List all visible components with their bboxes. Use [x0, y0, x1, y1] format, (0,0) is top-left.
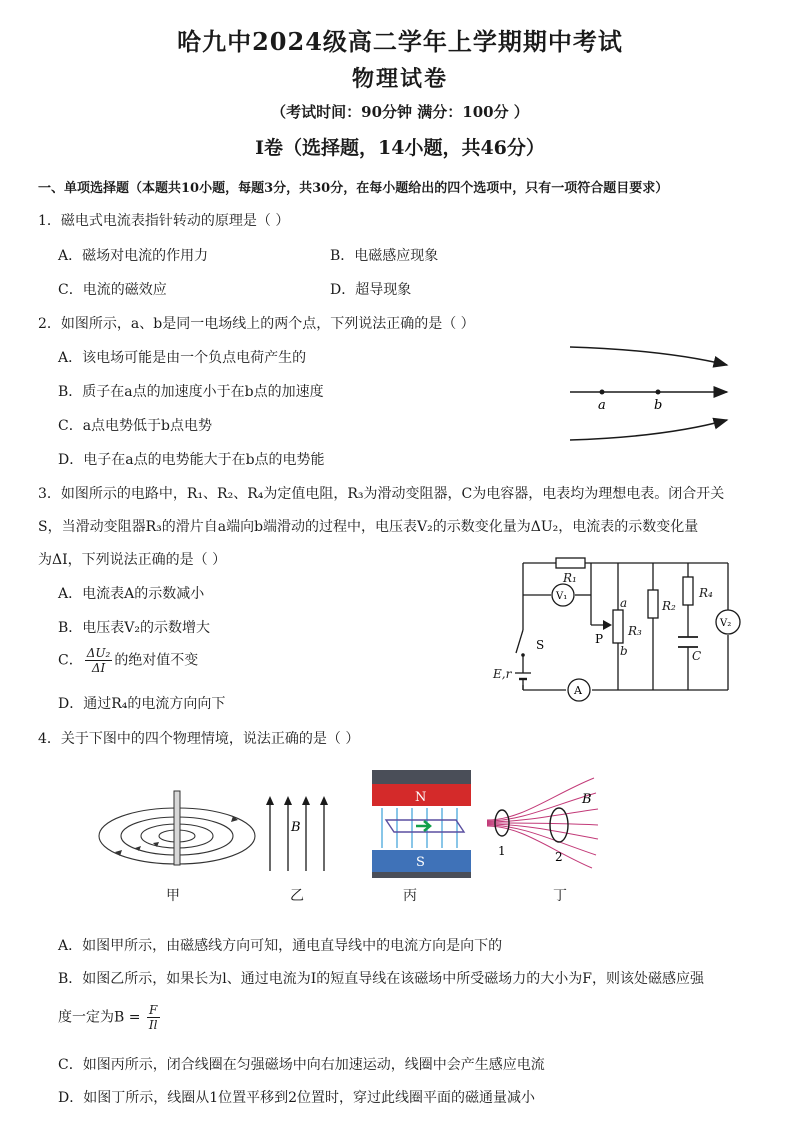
exam-info: （考试时间：90分钟 满分：100分 ） — [271, 103, 529, 121]
magnet-s-label: S — [416, 855, 425, 870]
switch-s — [516, 630, 523, 653]
magnet-top-shade — [372, 770, 471, 784]
question-2-option-b: B．质子在a点的加速度小于在b点的加速度 — [58, 384, 324, 400]
exam-title: 哈九中2024级高二学年上学期期中考试 — [177, 27, 623, 56]
option-b-formula-prefix: 度一定为B = — [58, 1009, 141, 1026]
question-1-option-b: B．电磁感应现象 — [330, 248, 439, 264]
question-4-option-d: D．如图丁所示，线圈从1位置平移到2位置时，穿过此线圈平面的磁通量减小 — [58, 1090, 536, 1106]
rheostat-r3 — [613, 610, 623, 643]
circuit-diagram — [488, 555, 763, 720]
r2-label: R₂ — [662, 599, 676, 613]
magnet-bottom-shade — [372, 872, 471, 878]
end-b-label: b — [620, 644, 628, 658]
slider-label: P — [595, 632, 604, 646]
figure-bing-magnet-coil — [364, 768, 479, 880]
delta-u-over-delta-i — [85, 646, 113, 675]
question-3-stem-line2: S，当滑动变阻器R₃的滑片自a端向b端滑动的过程中，电压表V₂的示数变化量为ΔU₂，电流表的示数变化量 — [38, 519, 699, 535]
question-4-option-b-cont — [58, 1003, 162, 1032]
point-b — [656, 390, 661, 395]
question-3-option-b: B．电压表V₂的示数增大 — [58, 620, 211, 636]
voltmeter-v2-label: V₂ — [720, 618, 732, 629]
field-d-b-label: B — [582, 792, 592, 807]
coil-1-label: 1 — [498, 844, 506, 858]
magnet-n-label: N — [415, 790, 427, 805]
question-3-option-d: D．通过R₄的电流方向向下 — [58, 696, 226, 712]
figure-jia-wire-field — [95, 788, 260, 873]
resistor-r2 — [648, 590, 658, 618]
figure-label-yi: 乙 — [290, 888, 304, 904]
figure-ding-diverging-field — [482, 775, 602, 870]
coil-position-2 — [550, 808, 568, 842]
field-line-top — [570, 347, 727, 365]
section-heading: 一、单项选择题（本题共10小题，每题3分，共30分，在每小题给出的四个选项中，只有一项符合题目要求） — [38, 181, 669, 196]
switch-label: S — [536, 638, 545, 652]
part-title: Ⅰ卷（选择题，14小题，共46分） — [255, 137, 545, 159]
resistor-r4 — [683, 577, 693, 605]
switch-contact — [521, 653, 525, 657]
question-4-option-b: B．如图乙所示，如果长为l、通过电流为I的短直导线在该磁场中所受磁场力的大小为F，则该处磁感应强 — [58, 971, 705, 987]
formula-denominator: Il — [148, 1018, 158, 1032]
f-over-il — [147, 1003, 160, 1032]
question-3-stem-line3: 为ΔI，下列说法正确的是（ ） — [38, 552, 227, 568]
exam-subtitle: 物理试卷 — [351, 66, 448, 92]
point-a — [600, 390, 605, 395]
r3-label: R₃ — [628, 624, 642, 638]
question-3-option-a: A．电流表A的示数减小 — [58, 586, 205, 602]
figure-yi-uniform-field — [262, 795, 334, 875]
question-1-option-c: C．电流的磁效应 — [58, 282, 167, 298]
question-2-option-d: D．电子在a点的电势能大于在b点的电势能 — [58, 452, 325, 468]
end-a-label: a — [620, 596, 628, 610]
fraction-denominator: ΔI — [91, 661, 106, 675]
question-2-option-a: A．该电场可能是由一个负点电荷产生的 — [58, 350, 307, 366]
question-4-option-c: C．如图丙所示，闭合线圈在匀强磁场中向右加速运动，线圈中会产生感应电流 — [58, 1057, 545, 1073]
option-c-suffix: 的绝对值不变 — [114, 652, 199, 669]
fraction-numerator: ΔU₂ — [86, 646, 111, 660]
motion-arrow — [416, 821, 430, 831]
field-line-bottom — [570, 420, 727, 440]
figure-label-ding: 丁 — [553, 888, 567, 904]
slider-arrow — [603, 620, 612, 630]
question-4-option-a: A．如图甲所示，由磁感线方向可知，通电直导线中的电流方向是向下的 — [58, 938, 503, 954]
point-a-label: a — [598, 398, 606, 413]
field-b-label: B — [291, 820, 301, 835]
option-c-prefix: C． — [58, 652, 83, 669]
question-1-option-d: D．超导现象 — [330, 282, 412, 298]
source-label: E,r — [493, 667, 512, 681]
figure-label-jia: 甲 — [166, 888, 180, 904]
straight-wire — [174, 791, 180, 865]
resistor-r1 — [556, 558, 585, 568]
ammeter-label: A — [574, 684, 582, 697]
question-1-stem: 1．磁电式电流表指针转动的原理是（ ） — [38, 213, 290, 229]
coil-2-label: 2 — [555, 850, 563, 864]
electric-field-diagram — [565, 335, 745, 450]
capacitor-label: C — [692, 649, 702, 663]
question-2-stem: 2．如图所示，a、b是同一电场线上的两个点，下列说法正确的是（ ） — [38, 316, 475, 332]
question-4-stem: 4．关于下图中的四个物理情境，说法正确的是（ ） — [38, 731, 360, 747]
voltmeter-v1-label: V₁ — [556, 591, 568, 602]
formula-numerator: F — [147, 1003, 160, 1018]
question-3-option-c — [58, 646, 198, 675]
question-1-option-a: A．磁场对电流的作用力 — [58, 248, 209, 264]
question-3-stem-line1: 3．如图所示的电路中，R₁、R₂、R₄为定值电阻，R₃为滑动变阻器，C为电容器，电表均为理想电表。闭合开关 — [38, 486, 725, 502]
r1-label: R₁ — [563, 571, 577, 585]
question-2-option-c: C．a点电势低于b点电势 — [58, 418, 213, 434]
point-b-label: b — [654, 398, 663, 413]
figure-label-bing: 丙 — [403, 888, 417, 904]
r4-label: R₄ — [699, 586, 713, 600]
